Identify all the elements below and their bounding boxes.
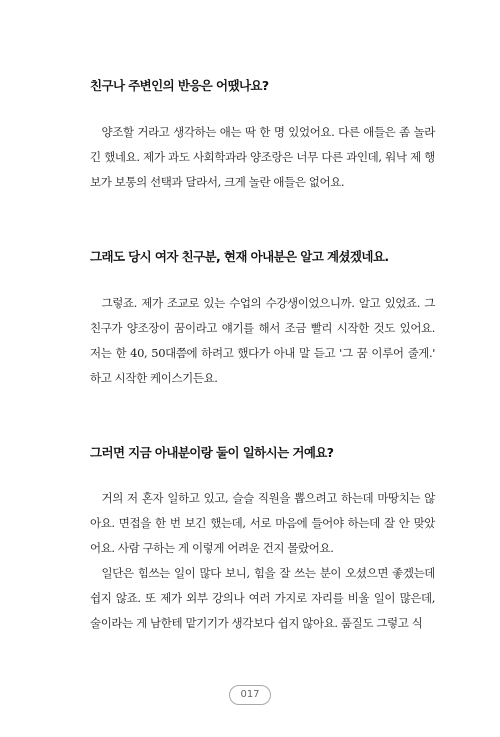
interview-question-3: 그러면 지금 아내분이랑 둘이 일하시는 거예요?: [90, 445, 334, 460]
interview-answer-2: [90, 291, 435, 391]
interview-question-2: 그래도 당시 여자 친구분, 현재 아내분은 알고 계셨겠네요.: [90, 249, 389, 264]
answer-paragraph: 그렇죠. 제가 조교로 있는 수업의 수강생이었으니까. 알고 있었죠. 그 친구가 양조장이 꿈이라고 얘기를 해서 조금 빨리 시작한 것도 있어요. 저는 한 40, 50대쯤에 하려고 했다가 아내 말 듣고 '그 꿈 이루어 줄게.' 하고 시작한 케이스기든요.: [90, 296, 435, 385]
interview-answer-3: [90, 486, 435, 636]
answer-paragraph: 양조할 거라고 생각하는 애는 딱 한 명 있었어요. 다른 애들은 좀 놀라긴 했네요. 제가 과도 사회학과라 양조랑은 너무 다른 과인데, 워낙 제 행보가 보통의 선택과 달라서, 크게 놀란 애들은 없어요.: [90, 125, 435, 189]
interview-question-1: 친구나 주변인의 반응은 어땠나요?: [90, 78, 269, 93]
answer-paragraph: 일단은 힘쓰는 일이 많다 보니, 힘을 잘 쓰는 분이 오셨으면 좋겠는데 쉽지 않죠. 또 제가 외부 강의나 여러 가지로 자리를 비울 일이 많은데, 술이라는 게 남한테 맡기기가 생각보다 쉽지 않아요. 품질도 그렇고 식: [90, 566, 435, 630]
page-number: 017: [229, 685, 271, 705]
interview-answer-1: [90, 120, 435, 195]
answer-paragraph: 거의 저 혼자 일하고 있고, 슬슬 직원을 뽑으려고 하는데 마땅치는 않아요. 면접을 한 번 보긴 했는데, 서로 마음에 들어야 하는데 잘 안 맞았어요. 사람 구하는 게 이렇게 어려운 건지 몰랐어요.: [90, 491, 435, 555]
